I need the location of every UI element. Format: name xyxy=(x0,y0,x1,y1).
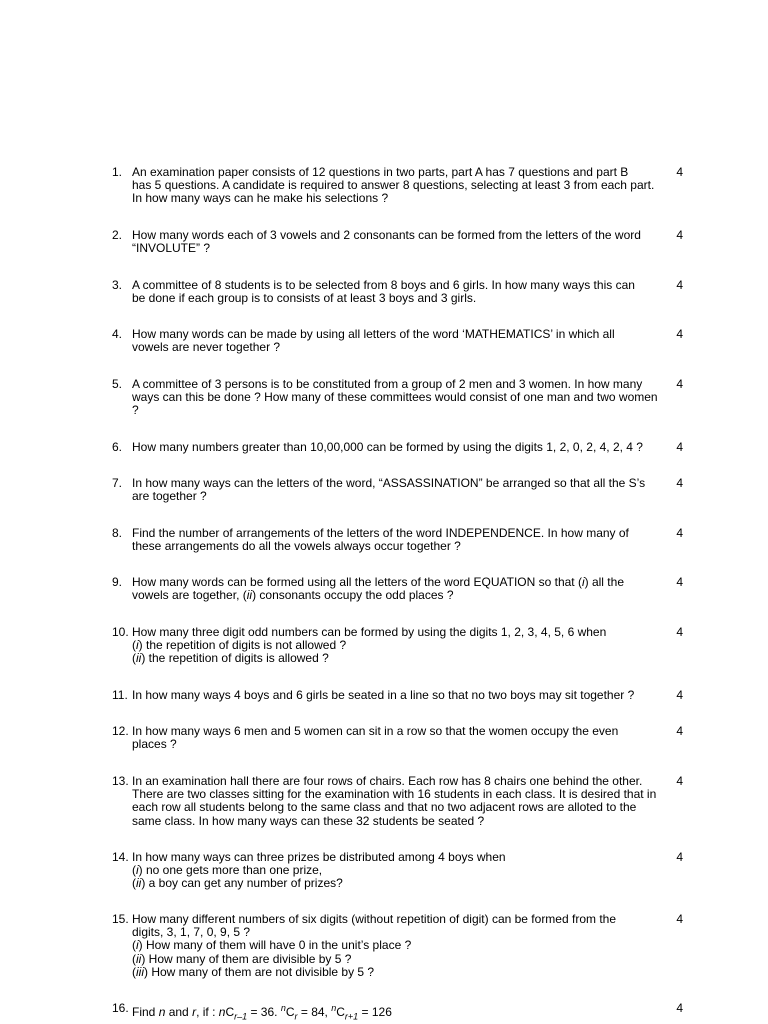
sub-question: (ii) How many of them are divisible by 5 ? xyxy=(132,951,352,966)
question-marks: 4 xyxy=(676,774,683,788)
question-text: How many words each of 3 vowels and 2 consonants can be formed from the letters of the word “INVOLUTE” ? xyxy=(132,228,641,256)
question-number: 3. xyxy=(112,278,123,292)
question-text: How many three digit odd numbers can be formed by using the digits 1, 2, 3, 4, 5, 6 when (i) the repetition of digits is not allowed ? (ii) the repetition of digits is allowed ? xyxy=(132,626,674,666)
question-number: 7. xyxy=(112,476,123,490)
question-number: 1. xyxy=(112,165,123,179)
question-marks: 4 xyxy=(676,724,683,738)
question-number: 6. xyxy=(112,440,123,454)
question-text: An examination paper consists of 12 questions in two parts, part A has 7 questions and part B has 5 questions. A candidate is required to answer 8 questions, selecting at least 3 from each part. In how many ways can he make his selections ? xyxy=(132,165,655,206)
question-marks: 4 xyxy=(676,165,683,179)
question-text: Find n and r, if : $nC_{r-1} = 36$. $^nC_r = 84$, $^nC_{r+1} = 126$ xyxy=(132,1003,392,1022)
question-number: 5. xyxy=(112,377,123,391)
question-marks: 4 xyxy=(676,625,683,639)
question-number: 11. xyxy=(112,688,128,702)
sub-question: (i) no one gets more than one prize, xyxy=(132,863,323,878)
question-number: 10. xyxy=(112,625,129,639)
question-text: How many words can be formed using all the letters of the word EQUATION so that (i) all the vowels are together, (ii) consonants occupy the odd places ? xyxy=(132,575,624,603)
question-marks: 4 xyxy=(676,850,683,864)
question-marks: 4 xyxy=(676,575,683,589)
question-number: 12. xyxy=(112,724,129,738)
question-number: 13. xyxy=(112,774,129,788)
question-number: 2. xyxy=(112,228,123,242)
question-marks: 4 xyxy=(676,476,683,490)
question-text: How many different numbers of six digits (without repetition of digit) can be formed from the digits, 3, 1, 7, 0, 9, 5 ? (i) How many of them will have 0 in the unit’s place ? (ii) How many of them are divisible by 5 ? (iii) How many of them are not divisible by 5 ? xyxy=(132,913,674,979)
question-marks: 4 xyxy=(676,526,683,540)
question-number: 16. xyxy=(112,1001,129,1015)
question-text: In how many ways 4 boys and 6 girls be seated in a line so that no two boys may sit together ? xyxy=(132,688,635,702)
question-text: How many words can be made by using all letters of the word ‘MATHEMATICS’ in which all vowels are never together ? xyxy=(132,327,615,355)
question-marks: 4 xyxy=(676,228,683,242)
question-text: A committee of 3 persons is to be constituted from a group of 2 men and 3 women. In how many ways can this be done ? How many of these committees would consist of one man and two women ? xyxy=(132,377,658,418)
question-marks: 4 xyxy=(676,912,683,926)
question-marks: 4 xyxy=(676,327,683,341)
sub-question: (i) the repetition of digits is not allowed ? xyxy=(132,638,347,653)
question-marks: 4 xyxy=(676,688,683,702)
question-number: 8. xyxy=(112,526,123,540)
question-text: In how many ways can three prizes be distributed among 4 boys when (i) no one gets more than one prize, (ii) a boy can get any number of prizes? xyxy=(132,851,674,891)
question-marks: 4 xyxy=(676,278,683,292)
question-marks: 4 xyxy=(676,1001,683,1015)
question-text: How many numbers greater than 10,00,000 can be formed by using the digits 1, 2, 0, 2, 4, 2, 4 ? xyxy=(132,440,643,454)
question-text: In how many ways 6 men and 5 women can sit in a row so that the women occupy the even places ? xyxy=(132,724,619,752)
question-marks: 4 xyxy=(676,377,683,391)
question-number: 4. xyxy=(112,327,123,341)
question-number: 9. xyxy=(112,575,123,589)
sub-question: (ii) the repetition of digits is allowed ? xyxy=(132,651,329,666)
sub-question: (ii) a boy can get any number of prizes? xyxy=(132,876,343,891)
question-text: In how many ways can the letters of the word, “ASSASSINATION” be arranged so that all the S’s are together ? xyxy=(132,476,646,504)
sub-question: (i) How many of them will have 0 in the unit’s place ? xyxy=(132,938,412,953)
question-marks: 4 xyxy=(676,440,683,454)
question-number: 15. xyxy=(112,912,129,926)
question-text: Find the number of arrangements of the letters of the word INDEPENDENCE. In how many of these arrangements do all the vowels always occur together ? xyxy=(132,526,629,554)
question-text: A committee of 8 students is to be selected from 8 boys and 6 girls. In how many ways this can be done if each group is to consists of at least 3 boys and 3 girls. xyxy=(132,278,635,306)
question-text: In an examination hall there are four rows of chairs. Each row has 8 chairs one behind the other. There are two classes sitting for the examination with 16 students in each class. It is desired that in each row all students belong to the same class and that no two adjacent rows are alloted to the same class. In how many ways can these 32 students be seated ? xyxy=(132,774,657,828)
question-number: 14. xyxy=(112,850,129,864)
sub-question: (iii) How many of them are not divisible by 5 ? xyxy=(132,964,375,979)
